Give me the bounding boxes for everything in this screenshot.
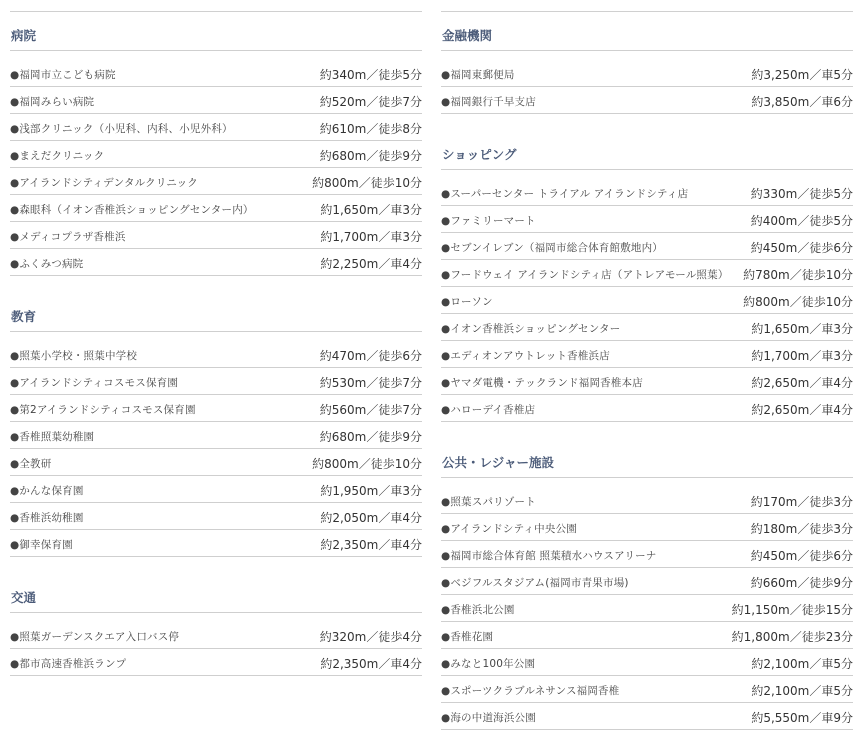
facility-distance: 約340m／徒歩5分 [319,67,422,82]
facility-section [441,439,853,730]
facility-distance: 約2,050m／車4分 [320,510,422,525]
facility-row [441,87,853,114]
facility-row [10,195,422,222]
facility-name: ●香椎浜幼稚園 [10,511,84,524]
facility-name: ●アイランドシティ中央公園 [441,522,577,535]
facility-name: ●エディオンアウトレット香椎浜店 [441,349,610,362]
facility-name: ●アイランドシティデンタルクリニック [10,176,199,189]
facility-distance: 約800m／徒歩10分 [312,175,422,190]
facility-distance: 約450m／徒歩6分 [750,240,853,255]
facility-distance: 約530m／徒歩7分 [319,375,422,390]
facility-row [10,222,422,249]
facility-row [441,487,853,514]
facility-name: ●福岡みらい病院 [10,95,95,108]
facility-distance: 約3,250m／車5分 [751,67,853,82]
facility-name: ●ヤマダ電機・テックランド福岡香椎本店 [441,376,643,389]
facility-row [441,287,853,314]
facility-name: ●かんな保育園 [10,484,84,497]
facility-name: ●スポーツクラブルネサンス福岡香椎 [441,684,620,697]
facility-name: ●スーパーセンター トライアル アイランドシティ店 [441,187,689,200]
facility-distance: 約610m／徒歩8分 [319,121,422,136]
facility-section [10,574,422,676]
facility-row [10,649,422,676]
section-gap [441,422,853,439]
facility-name: ●メディコプラザ香椎浜 [10,230,126,243]
top-divider [441,0,853,12]
facility-row [441,314,853,341]
facility-section [441,131,853,422]
section-gap [441,114,853,131]
facility-row [10,530,422,557]
facility-name: ●福岡市総合体育館 照葉積水ハウスアリーナ [441,549,657,562]
facility-row [10,341,422,368]
facility-row [10,87,422,114]
facility-row [10,368,422,395]
facility-name: ●照葉小学校・照葉中学校 [10,349,138,362]
facility-row [441,368,853,395]
facility-row [441,541,853,568]
facility-distance: 約2,350m／車4分 [320,656,422,671]
facility-name: ●イオン香椎浜ショッピングセンター [441,322,621,335]
facility-row [441,60,853,87]
facility-distance: 約450m／徒歩6分 [750,548,853,563]
facility-name: ●全教研 [10,457,52,470]
facility-row [441,233,853,260]
facility-distance: 約680m／徒歩9分 [319,148,422,163]
facility-distance: 約2,100m／車5分 [751,656,853,671]
facility-row [441,341,853,368]
facility-row [441,649,853,676]
facility-name: ●セブンイレブン（福岡市総合体育館敷地内） [441,241,663,254]
facility-name: ●福岡東郵便局 [441,68,515,81]
facility-name: ●みなと100年公園 [441,657,536,670]
facility-distance: 約3,850m／車6分 [751,94,853,109]
section-gap [10,276,422,293]
facility-name: ●ベジフルスタジアム(福岡市青果市場) [441,576,629,589]
facility-name: ●御幸保育園 [10,538,73,551]
facility-name: ●ローソン [441,295,493,308]
facility-name: ●ふくみつ病院 [10,257,84,270]
facility-name: ●照葉スパリゾート [441,495,536,508]
facility-row [10,622,422,649]
facility-distance: 約180m／徒歩3分 [750,521,853,536]
facility-name: ●福岡銀行千早支店 [441,95,536,108]
facility-distance: 約320m／徒歩4分 [319,629,422,644]
section-title: 金融機関 [441,12,853,51]
facility-name: ●照葉ガーデンスクエア入口バス停 [10,630,180,643]
facility-row [10,249,422,276]
facility-row [441,568,853,595]
facility-distance: 約2,650m／車4分 [751,402,853,417]
facility-name: ●ハローデイ香椎店 [441,403,536,416]
facility-row [441,179,853,206]
facility-distance: 約2,350m／車4分 [320,537,422,552]
facility-distance: 約400m／徒歩5分 [750,213,853,228]
facility-distance: 約2,650m／車4分 [751,375,853,390]
facility-distance: 約1,700m／車3分 [320,229,422,244]
facility-name: ●第2アイランドシティコスモス保育園 [10,403,196,416]
facility-distance: 約1,650m／車3分 [751,321,853,336]
facility-distance: 約560m／徒歩7分 [319,402,422,417]
facility-name: ●森眼科（イオン香椎浜ショッピングセンター内） [10,203,254,216]
facility-name: ●香椎花園 [441,630,494,643]
facility-row [10,141,422,168]
facility-distance: 約800m／徒歩10分 [312,456,422,471]
facility-section [441,12,853,114]
section-title: 教育 [10,293,422,332]
facility-distance: 約170m／徒歩3分 [750,494,853,509]
facility-row [10,60,422,87]
facility-row [441,206,853,233]
facility-row [441,676,853,703]
facility-name: ●アイランドシティコスモス保育園 [10,376,179,389]
facility-name: ●まえだクリニック [10,149,105,162]
facility-row [10,503,422,530]
facility-distance: 約1,150m／徒歩15分 [731,602,853,617]
facility-distance: 約2,250m／車4分 [320,256,422,271]
facility-row [10,168,422,195]
facility-name: ●香椎浜北公園 [441,603,515,616]
section-title: ショッピング [441,131,853,170]
facility-distance: 約680m／徒歩9分 [319,429,422,444]
section-title: 交通 [10,574,422,613]
facility-distance: 約520m／徒歩7分 [319,94,422,109]
section-title: 病院 [10,12,422,51]
section-title: 公共・レジャー施設 [441,439,853,478]
facility-distance: 約2,100m／車5分 [751,683,853,698]
facility-distance: 約660m／徒歩9分 [750,575,853,590]
facility-distance: 約330m／徒歩5分 [750,186,853,201]
facility-distance: 約1,650m／車3分 [320,202,422,217]
facility-name: ●海の中道海浜公園 [441,711,536,724]
facility-row [441,595,853,622]
facility-row [10,422,422,449]
facility-section [10,12,422,276]
facility-row [441,622,853,649]
facility-row [10,449,422,476]
facility-distance: 約1,950m／車3分 [320,483,422,498]
facility-section [10,293,422,557]
facility-name: ●福岡市立こども病院 [10,68,116,81]
facility-distance: 約1,800m／徒歩23分 [731,629,853,644]
facility-name: ●香椎照葉幼稚園 [10,430,95,443]
facility-row [441,260,853,287]
right-column [441,0,853,730]
facility-name: ●ファミリーマート [441,214,536,227]
facility-row [441,395,853,422]
facility-distance: 約1,700m／車3分 [751,348,853,363]
facility-name: ●フードウェイ アイランドシティ店（アトレアモール照葉） [441,268,729,281]
left-column [10,0,422,676]
facility-name: ●浅部クリニック（小児科、内科、小児外科） [10,122,233,135]
facility-row [10,476,422,503]
facility-distance: 約800m／徒歩10分 [743,294,853,309]
facility-distance: 約5,550m／車9分 [751,710,853,725]
facility-distance: 約470m／徒歩6分 [319,348,422,363]
facility-distance: 約780m／徒歩10分 [743,267,853,282]
top-divider [10,0,422,12]
section-gap [10,557,422,574]
facility-row [441,514,853,541]
facility-row [10,395,422,422]
facility-row [10,114,422,141]
facility-name: ●都市高速香椎浜ランプ [10,657,127,670]
